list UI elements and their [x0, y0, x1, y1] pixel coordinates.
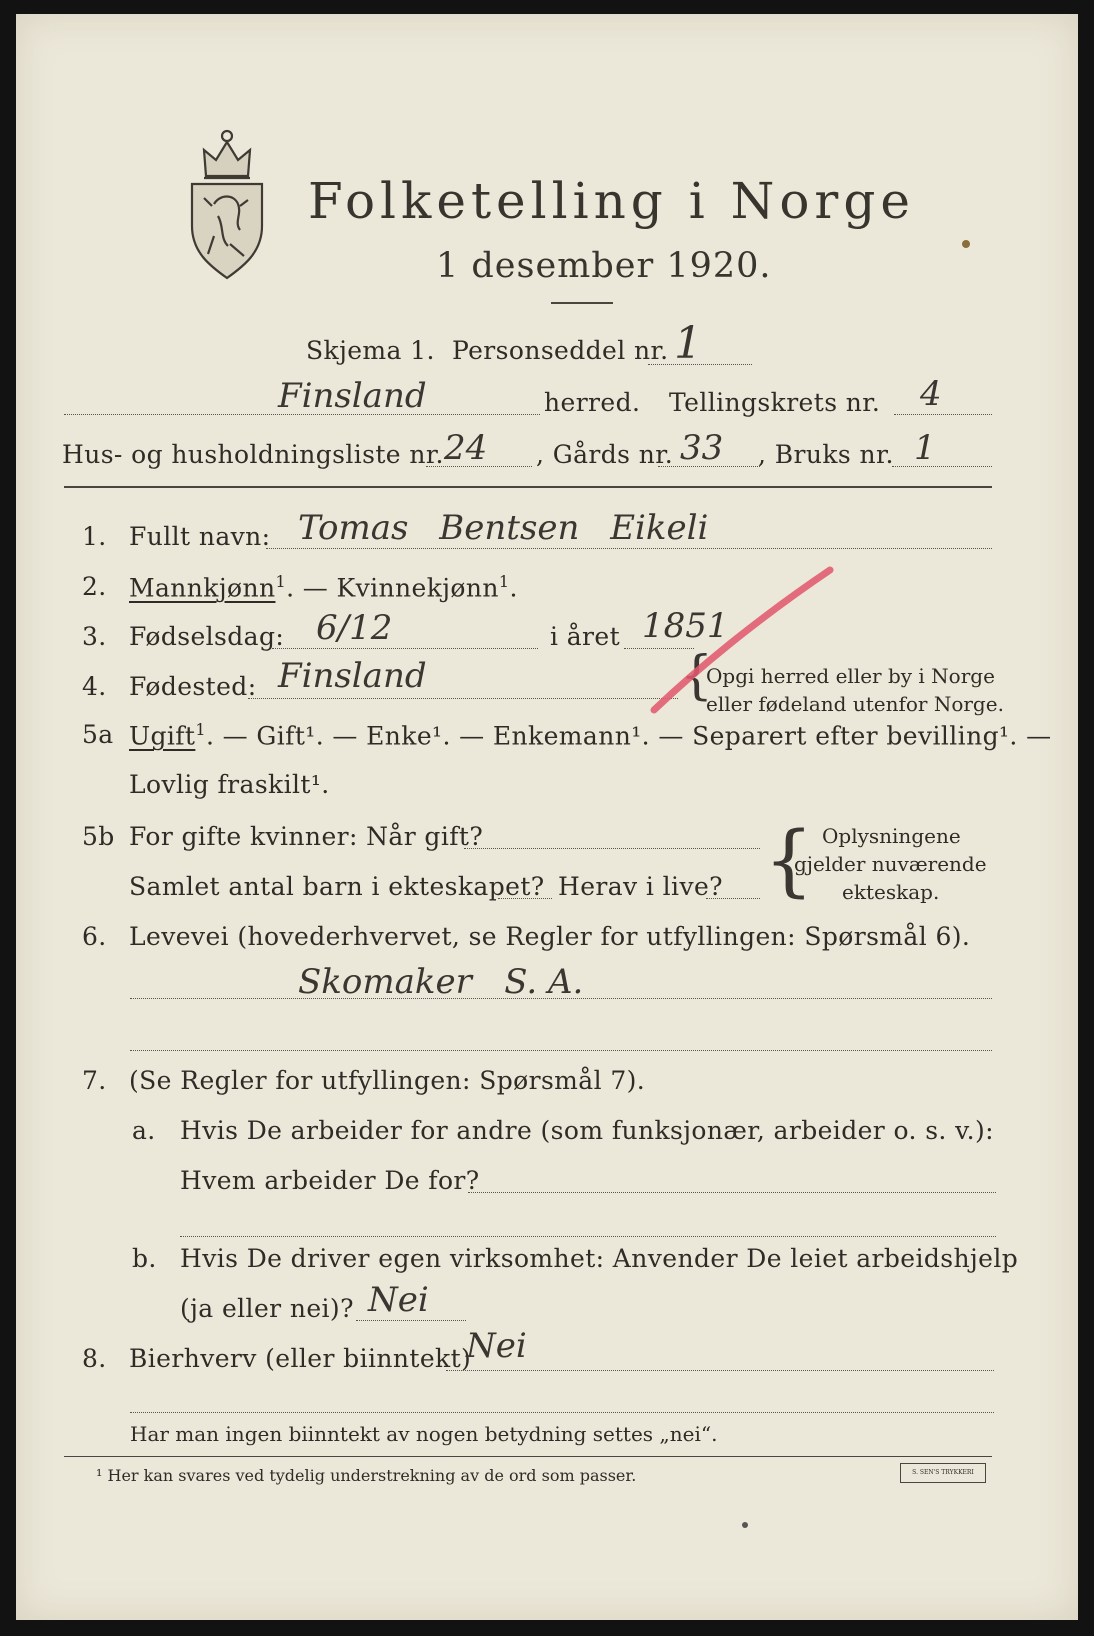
q6-field-line-2: [130, 1050, 992, 1051]
q5a-marital-options: Ugift$^1$. — Gift¹. — Enke¹. — Enkemann¹. — Separert efter bevilling¹. —: [129, 720, 1052, 751]
q5b-note-line1: Oplysningene: [822, 824, 961, 848]
q1-number: 1.: [82, 522, 107, 551]
q3-year-value[interactable]: 1851: [642, 606, 729, 646]
q4-number: 4.: [82, 672, 107, 701]
q7a-line1: Hvis De arbeider for andre (som funksjonær, arbeider o. s. v.):: [180, 1116, 995, 1145]
paper-speck: [962, 240, 970, 248]
q5b-note-line2: gjelder nuværende: [794, 852, 987, 876]
q7a-number: a.: [132, 1116, 156, 1145]
option-other-marital[interactable]: — Gift¹. — Enke¹. — Enkemann¹. — Separert efter bevilling¹. —: [222, 721, 1052, 751]
q5b-alive-label: Herav i live?: [558, 872, 723, 901]
title-divider: [551, 302, 613, 304]
q2-number: 2.: [82, 572, 107, 601]
census-form-page: [16, 14, 1078, 1620]
q3-birthday-value[interactable]: 6/12: [316, 608, 393, 648]
q4-note-brace: {: [680, 646, 714, 706]
q7b-field-line: [356, 1320, 466, 1321]
herred-label: herred.: [544, 388, 641, 417]
q7b-number: b.: [132, 1244, 157, 1273]
q7b-line1: Hvis De driver egen virksomhet: Anvender De leiet arbeidshjelp: [180, 1244, 1019, 1273]
printer-stamp: S. SEN'S TRYKKERI: [900, 1463, 986, 1483]
tellingskrets-value[interactable]: 4: [920, 374, 942, 414]
skjema-label: Skjema 1.: [306, 336, 435, 365]
q5a-option-fraskilt[interactable]: Lovlig fraskilt¹.: [129, 770, 330, 799]
q5b-married-field-line: [464, 848, 760, 849]
q7-number: 7.: [82, 1066, 107, 1095]
q3-number: 3.: [82, 622, 107, 651]
q4-note-line1: Opgi herred eller by i Norge: [706, 664, 995, 688]
q7b-value[interactable]: Nei: [368, 1280, 429, 1320]
q7-label: (Se Regler for utfyllingen: Spørsmål 7).: [129, 1066, 646, 1095]
q8-number: 8.: [82, 1344, 107, 1373]
bruks-label: , Bruks nr.: [758, 440, 894, 469]
header-separator: [64, 486, 992, 488]
option-mannkjonn-underlined[interactable]: Mannkjønn: [129, 573, 276, 603]
q5b-note-brace: {: [764, 816, 814, 906]
q5b-children-field-line: [498, 898, 552, 899]
q8-field-line-2: [130, 1412, 994, 1413]
q3-label: Fødselsdag:: [129, 622, 285, 651]
footnote-separator: [64, 1456, 992, 1457]
gaards-label: , Gårds nr.: [536, 440, 674, 469]
footnote-text: ¹ Her kan svares ved tydelig understrekning av de ord som passer.: [96, 1466, 637, 1485]
census-date: 1 desember 1920.: [436, 246, 772, 286]
personseddel-label: Personseddel nr.: [452, 336, 669, 365]
q4-label: Fødested:: [129, 672, 257, 701]
red-pencil-mark: [636, 560, 846, 720]
bruks-field-line: [892, 466, 992, 467]
q5b-children-label: Samlet antal barn i ekteskapet?: [129, 872, 545, 901]
q1-full-name-value[interactable]: Tomas Bentsen Eikeli: [298, 508, 709, 548]
q1-field-line: [266, 548, 992, 549]
q6-occupation-value[interactable]: Skomaker S. A.: [298, 962, 584, 1002]
husholdningsliste-label: Hus- og husholdningsliste nr.: [62, 440, 444, 469]
coat-of-arms-icon: [184, 126, 270, 286]
q5b-number: 5b: [82, 822, 115, 851]
q2-gender-options: Mannkjønn$^1$. — Kvinnekjønn$^1$.: [129, 572, 518, 603]
bruks-value[interactable]: 1: [914, 428, 936, 468]
form-title: Folketelling i Norge: [308, 172, 915, 230]
q7a-employer-field-line: [468, 1192, 996, 1193]
q5b-note-line3: ekteskap.: [842, 880, 940, 904]
paper-speck: [742, 1522, 748, 1528]
tellingskrets-label: Tellingskrets nr.: [669, 388, 881, 417]
q6-label: Levevei (hovederhvervet, se Regler for utfyllingen: Spørsmål 6).: [129, 922, 971, 951]
biinntekt-instruction: Har man ingen biinntekt av nogen betydning settes „nei“.: [130, 1422, 718, 1446]
q5b-alive-field-line: [706, 898, 760, 899]
q8-value[interactable]: Nei: [466, 1326, 527, 1366]
herred-value[interactable]: Finsland: [278, 376, 427, 416]
q7a-field-line-2: [180, 1236, 996, 1237]
option-ugift-underlined[interactable]: Ugift: [129, 721, 196, 751]
q5a-number: 5a: [82, 720, 114, 749]
q3-birthday-field-line: [272, 648, 538, 649]
husholdningsliste-value[interactable]: 24: [444, 428, 488, 468]
tellingskrets-field-line: [894, 414, 992, 415]
q8-field-line: [446, 1370, 994, 1371]
q4-birthplace-field-line: [248, 698, 678, 699]
gaards-value[interactable]: 33: [680, 428, 724, 468]
option-kvinnekjonn[interactable]: Kvinnekjønn: [336, 573, 499, 603]
q8-label: Bierhverv (eller biinntekt): [129, 1344, 472, 1373]
q1-label: Fullt navn:: [129, 522, 271, 551]
q6-field-line-1: [130, 998, 992, 999]
q7b-label: (ja eller nei)?: [180, 1294, 354, 1323]
q4-birthplace-value[interactable]: Finsland: [278, 656, 427, 696]
q5b-married-label: For gifte kvinner: Når gift?: [129, 822, 484, 851]
q7a-employer-label: Hvem arbeider De for?: [180, 1166, 480, 1195]
q3-year-label: i året: [550, 622, 621, 651]
q4-note-line2: eller fødeland utenfor Norge.: [706, 692, 1004, 716]
personseddel-value[interactable]: 1: [674, 318, 702, 369]
q6-number: 6.: [82, 922, 107, 951]
